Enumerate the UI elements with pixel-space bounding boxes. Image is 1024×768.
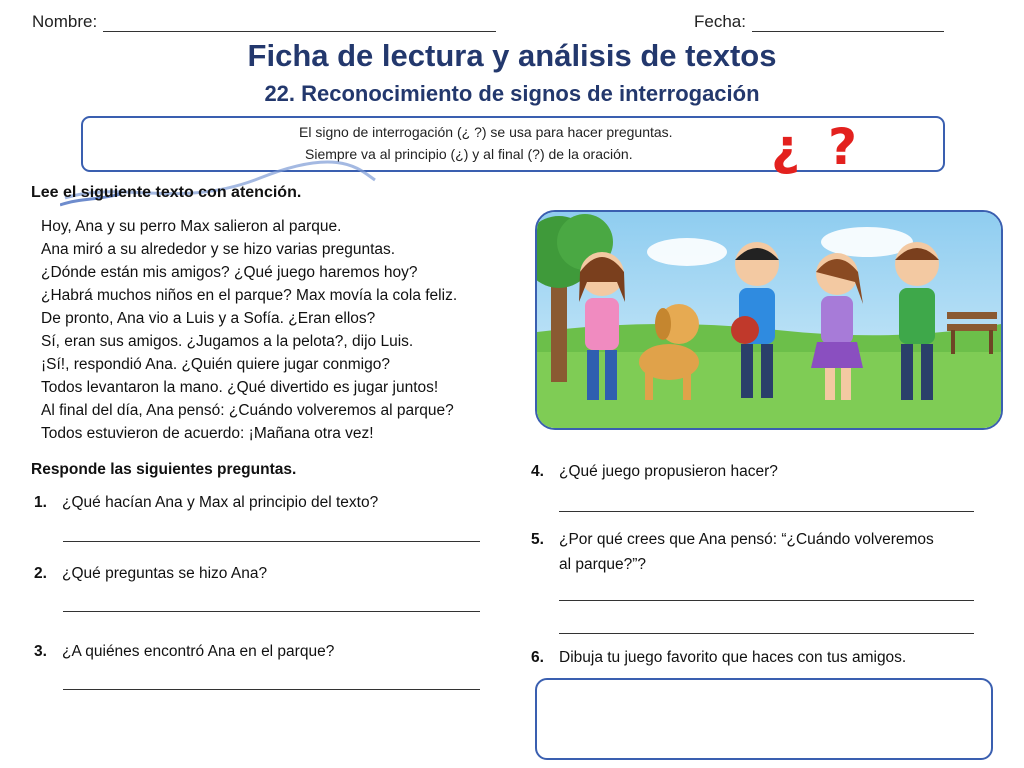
close-question-mark: ? bbox=[828, 118, 886, 176]
reading-line: Al final del día, Ana pensó: ¿Cuándo volveremos al parque? bbox=[41, 402, 454, 419]
question-1 bbox=[34, 494, 378, 512]
reading-line: Todos estuvieron de acuerdo: ¡Mañana otra vez! bbox=[41, 425, 374, 442]
reading-line: Sí, eran sus amigos. ¿Jugamos a la pelota?, dijo Luis. bbox=[41, 333, 414, 350]
date-field[interactable] bbox=[694, 12, 944, 32]
answer-line-3[interactable] bbox=[63, 689, 480, 690]
name-label: Nombre: bbox=[32, 12, 98, 31]
question-text: ¿Por qué crees que Ana pensó: “¿Cuándo volveremos bbox=[559, 531, 934, 548]
answer-line-5a[interactable] bbox=[559, 600, 974, 601]
answer-line-2[interactable] bbox=[63, 611, 480, 612]
reading-line: Todos levantaron la mano. ¿Qué divertido es jugar juntos! bbox=[41, 379, 439, 396]
question-number: 1. bbox=[34, 494, 47, 511]
question-number: 5. bbox=[531, 531, 544, 548]
question-4 bbox=[531, 463, 778, 481]
park-illustration bbox=[535, 210, 1003, 430]
info-line-1: El signo de interrogación (¿ ?) se usa para hacer preguntas. bbox=[299, 124, 673, 140]
answer-line-4[interactable] bbox=[559, 511, 974, 512]
name-field[interactable] bbox=[32, 12, 496, 32]
reading-line: Ana miró a su alrededor y se hizo varias preguntas. bbox=[41, 241, 396, 258]
reading-line: De pronto, Ana vio a Luis y a Sofía. ¿Eran ellos? bbox=[41, 310, 376, 327]
answer-line-1[interactable] bbox=[63, 541, 480, 542]
reading-line: ¿Habrá muchos niños en el parque? Max movía la cola feliz. bbox=[41, 287, 458, 304]
date-line[interactable] bbox=[752, 15, 944, 32]
questions-heading: Responde las siguientes preguntas. bbox=[31, 461, 297, 478]
answer-line-5b[interactable] bbox=[559, 633, 974, 634]
page-subtitle: 22. Reconocimiento de signos de interrogación bbox=[264, 81, 760, 106]
date-label: Fecha: bbox=[694, 12, 746, 31]
question-5 bbox=[531, 527, 934, 577]
question-text: ¿A quiénes encontró Ana en el parque? bbox=[62, 643, 335, 660]
question-text: Dibuja tu juego favorito que haces con tus amigos. bbox=[559, 649, 907, 666]
name-line[interactable] bbox=[103, 15, 496, 32]
question-number: 3. bbox=[34, 643, 47, 660]
question-6 bbox=[531, 649, 906, 667]
question-marks-graphic bbox=[771, 118, 885, 176]
question-text: ¿Qué preguntas se hizo Ana? bbox=[62, 565, 268, 582]
question-text: ¿Qué juego propusieron hacer? bbox=[559, 463, 778, 480]
open-question-mark: ¿ bbox=[771, 118, 829, 176]
drawing-box[interactable] bbox=[535, 678, 993, 760]
reading-text bbox=[41, 215, 457, 445]
page-title: Ficha de lectura y análisis de textos bbox=[247, 38, 777, 73]
question-text: ¿Qué hacían Ana y Max al principio del texto? bbox=[62, 494, 379, 511]
reading-line: ¿Dónde están mis amigos? ¿Qué juego haremos hoy? bbox=[41, 264, 418, 281]
reading-line: Hoy, Ana y su perro Max salieron al parque. bbox=[41, 218, 342, 235]
question-2 bbox=[34, 565, 267, 583]
reading-line: ¡Sí!, respondió Ana. ¿Quién quiere jugar conmigo? bbox=[41, 356, 390, 373]
question-number: 4. bbox=[531, 463, 544, 480]
park-scene bbox=[537, 212, 1001, 428]
question-number: 6. bbox=[531, 649, 544, 666]
info-line-2: Siempre va al principio (¿) y al final (?) de la oración. bbox=[305, 146, 633, 162]
question-text-continued: al parque?”? bbox=[559, 556, 647, 573]
reading-heading: Lee el siguiente texto con atención. bbox=[31, 184, 302, 201]
question-3 bbox=[34, 643, 334, 661]
question-number: 2. bbox=[34, 565, 47, 582]
